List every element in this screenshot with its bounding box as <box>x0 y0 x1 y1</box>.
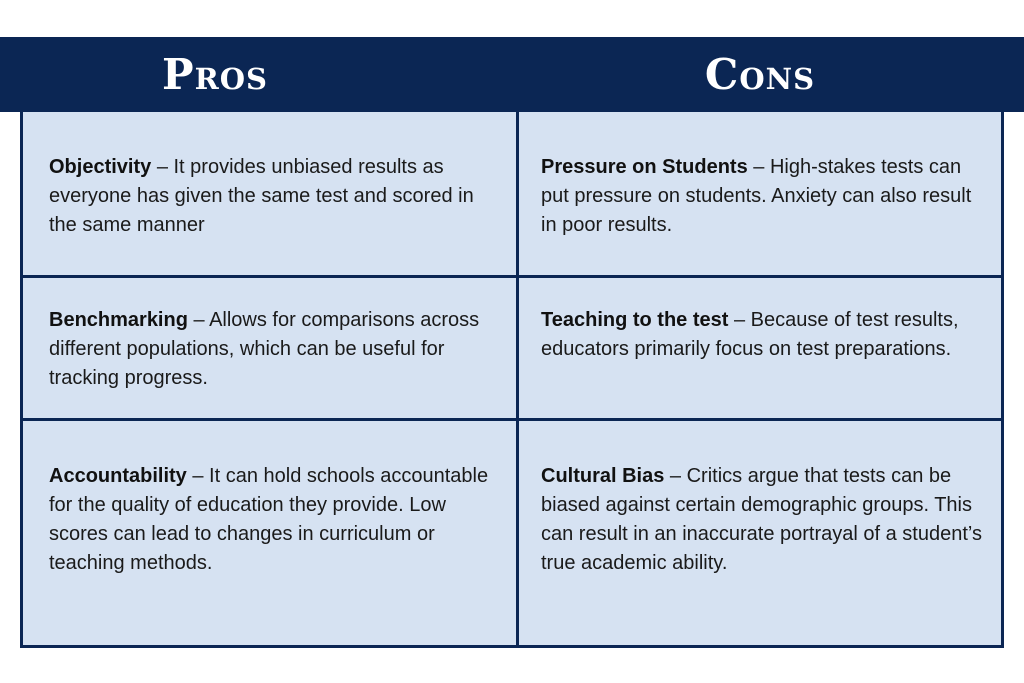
pro-cell-accountability <box>49 462 489 578</box>
table-header <box>0 37 1024 112</box>
con-cell-cultural-bias <box>541 462 991 578</box>
pro-term: Accountability <box>49 465 187 487</box>
pro-term: Benchmarking <box>49 309 188 331</box>
pros-cons-table <box>20 112 1004 648</box>
con-description: – Because of test results, educators primarily focus on test preparations. <box>541 309 959 360</box>
row-divider <box>23 418 1001 421</box>
con-cell-teaching <box>541 306 991 364</box>
pro-description: – It provides unbiased results as everyone has given the same test and scored in the same manner <box>49 156 474 236</box>
row-divider <box>23 275 1001 278</box>
pro-term: Objectivity <box>49 156 152 178</box>
con-term: Teaching to the test <box>541 309 729 331</box>
pro-cell-benchmarking <box>49 306 489 393</box>
con-description: – High-stakes tests can put pressure on students. Anxiety can also result in poor results. <box>541 156 972 236</box>
pro-description: – It can hold schools accountable for the quality of education they provide. Low scores can lead to changes in curriculum or teaching methods. <box>49 465 489 574</box>
pro-cell-objectivity <box>49 153 489 240</box>
con-cell-pressure <box>541 153 991 240</box>
con-term: Pressure on Students <box>541 156 748 178</box>
con-description: – Critics argue that tests can be biased against certain demographic groups. This can result in an inaccurate portrayal of a student’s true academic ability. <box>541 465 982 574</box>
pros-heading: Pros <box>162 50 268 99</box>
con-term: Cultural Bias <box>541 465 665 487</box>
cons-heading: Cons <box>704 50 816 99</box>
column-divider <box>516 112 519 645</box>
pro-description: – Allows for comparisons across different populations, which can be useful for tracking progress. <box>49 309 480 389</box>
